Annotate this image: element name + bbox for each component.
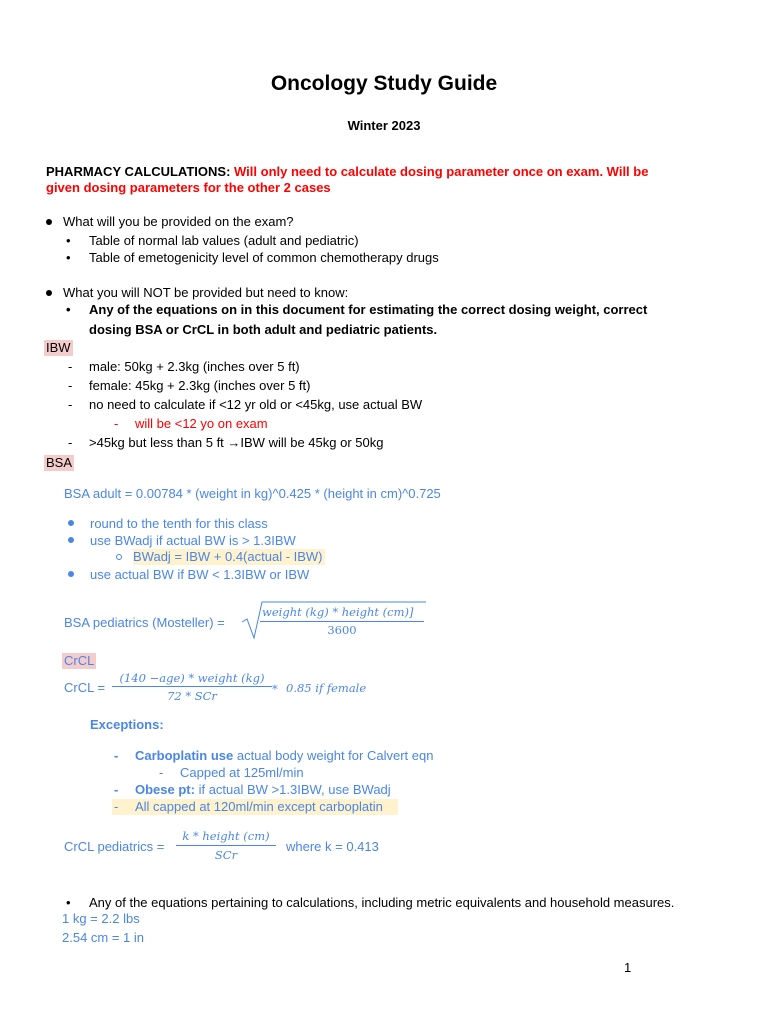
exception-carboplatin xyxy=(135,748,433,764)
k-value: where k = 0.413 xyxy=(286,839,379,854)
crcl-lhs: CrCL = xyxy=(64,680,106,695)
carbo-bold: Carboplatin use xyxy=(135,748,234,763)
bullet-icon xyxy=(68,520,74,526)
pharm-heading-line xyxy=(46,164,648,180)
dash-icon: - xyxy=(114,799,119,814)
not-provided-line-2: dosing BSA or CrCL in both adult and pediatric patients. xyxy=(89,322,438,337)
bsa-use-actual: use actual BW if BW < 1.3IBW or IBW xyxy=(90,567,310,582)
conversion-cm: 2.54 cm = 1 in xyxy=(62,930,145,945)
exception-capped-120: All capped at 120ml/min except carboplatin xyxy=(135,799,383,814)
ibw-female: female: 45kg + 2.3kg (inches over 5 ft) xyxy=(89,378,311,393)
bullet-icon xyxy=(68,571,74,577)
dash-icon: - xyxy=(68,435,73,450)
page-number: 1 xyxy=(624,960,632,975)
not-provided-question: What you will NOT be provided but need to know: xyxy=(63,285,349,300)
bsa-round: round to the tenth for this class xyxy=(90,516,268,531)
crcl-peds-numerator: k * height (cm) xyxy=(182,829,270,843)
obese-bold: Obese pt: xyxy=(135,782,195,797)
ibw-label: IBW xyxy=(46,340,71,355)
dash-icon: - xyxy=(114,416,119,431)
crcl-peds-denominator: SCr xyxy=(214,848,238,862)
bullet-icon xyxy=(46,219,52,225)
crcl-peds-lhs: CrCL pediatrics = xyxy=(64,839,165,854)
exceptions-title: Exceptions: xyxy=(90,717,164,732)
dash-icon: - xyxy=(68,359,73,374)
obese-rest: if actual BW >1.3IBW, use BWadj xyxy=(198,782,391,797)
bsa-peds-denominator: 3600 xyxy=(327,623,357,637)
crcl-numerator: (140 −age) * weight (kg) xyxy=(119,671,265,685)
not-provided-line-1: Any of the equations on in this document for estimating the correct dosing weight, correct xyxy=(89,302,648,317)
provided-item-1: Table of normal lab values (adult and pediatric) xyxy=(89,233,359,248)
crcl-label: CrCL xyxy=(64,653,95,668)
ibw-no-need: no need to calculate if <12 yr old or <45kg, use actual BW xyxy=(89,397,423,412)
fraction-bar xyxy=(260,621,424,622)
crcl-denominator: 72 * SCr xyxy=(167,689,217,703)
bsa-peds-label: BSA pediatrics (Mosteller) = xyxy=(64,615,225,630)
bsa-peds-numerator: weight (kg) * height (cm)] xyxy=(262,605,414,619)
ibw-male: male: 50kg + 2.3kg (inches over 5 ft) xyxy=(89,359,300,374)
subtitle: Winter 2023 xyxy=(347,118,421,133)
bsa-use-bwadj: use BWadj if actual BW is > 1.3IBW xyxy=(90,533,296,548)
exception-obese xyxy=(135,782,391,798)
pharm-note-2: given dosing parameters for the other 2 cases xyxy=(46,180,331,195)
dash-icon: - xyxy=(68,397,73,412)
ibw-exam-note: will be <12 yo on exam xyxy=(135,416,268,431)
circle-bullet-icon xyxy=(116,554,122,560)
crcl-female-factor: 0.85 if female xyxy=(286,681,367,695)
ibw-over45: >45kg but less than 5 ft →IBW will be 45kg or 50kg xyxy=(89,435,384,450)
page-title: Oncology Study Guide xyxy=(270,72,498,95)
crcl-star: * xyxy=(272,682,278,696)
bullet-icon: • xyxy=(66,302,71,317)
carbo-rest: actual body weight for Calvert eqn xyxy=(236,748,434,763)
bsa-bwadj: BWadj = IBW + 0.4(actual - IBW) xyxy=(133,549,323,564)
bullet-icon xyxy=(68,537,74,543)
bullet-icon: • xyxy=(66,233,71,248)
exception-capped-125: Capped at 125ml/min xyxy=(180,765,304,780)
dash-icon: - xyxy=(114,748,119,763)
dash-icon: - xyxy=(68,378,73,393)
bsa-adult-formula: BSA adult = 0.00784 * (weight in kg)^0.425 * (height in cm)^0.725 xyxy=(64,486,441,501)
provided-item-2: Table of emetogenicity level of common chemotherapy drugs xyxy=(89,250,439,265)
bullet-icon: • xyxy=(66,895,71,910)
bullet-icon xyxy=(46,290,52,296)
conversion-kg: 1 kg = 2.2 lbs xyxy=(62,911,140,926)
pharm-heading: PHARMACY CALCULATIONS: xyxy=(46,164,231,179)
provided-question: What will you be provided on the exam? xyxy=(63,214,294,229)
bsa-label: BSA xyxy=(46,455,73,470)
dash-icon: - xyxy=(159,765,164,780)
fraction-bar xyxy=(176,845,276,846)
fraction-bar xyxy=(112,686,272,687)
bullet-icon: • xyxy=(66,250,71,265)
dash-icon: - xyxy=(114,782,119,797)
pharm-note-1: Will only need to calculate dosing parameter once on exam. Will be xyxy=(234,164,649,179)
equations-text: Any of the equations pertaining to calculations, including metric equivalents and household measures. xyxy=(89,895,675,910)
